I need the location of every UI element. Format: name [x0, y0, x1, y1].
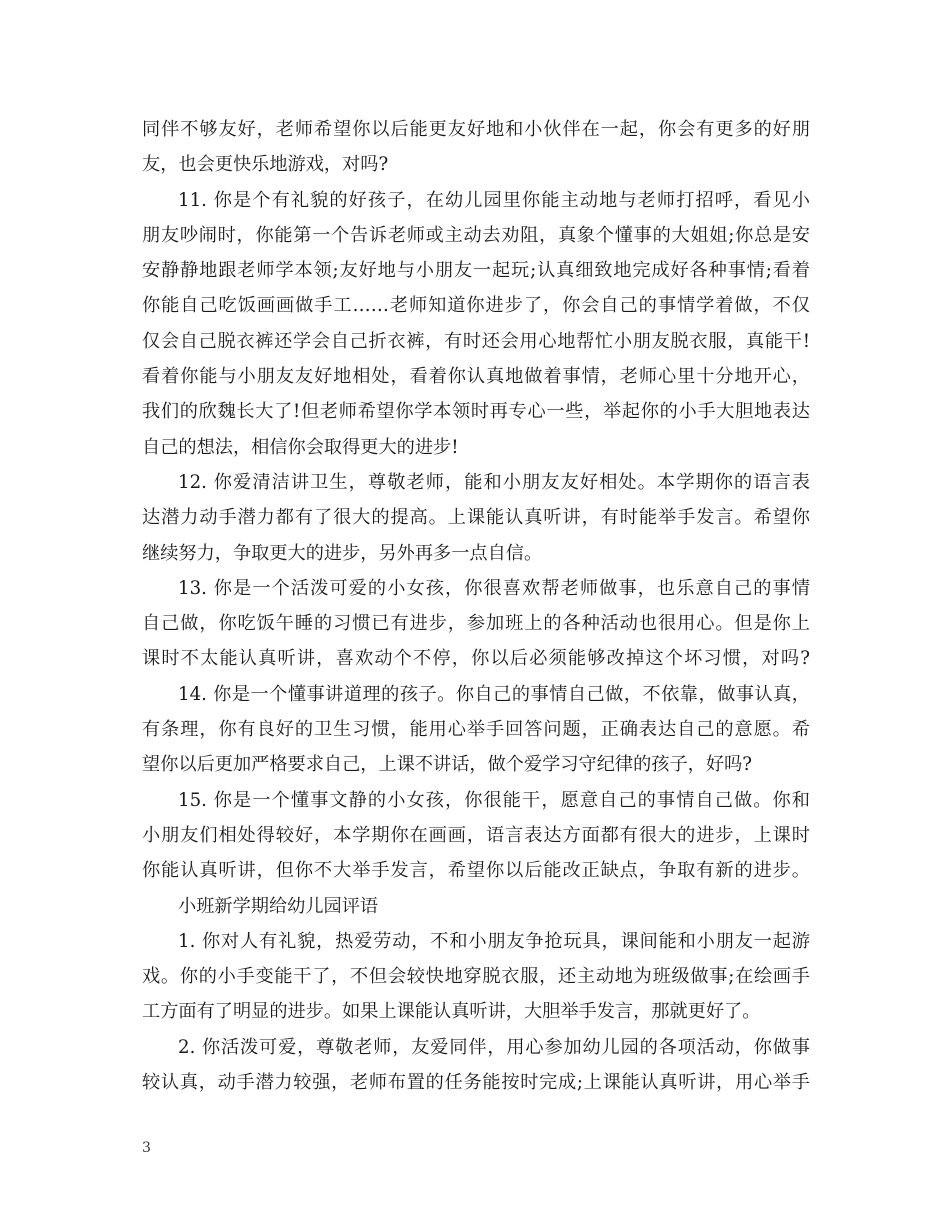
text-line: 12. 你爱清洁讲卫生，尊敬老师，能和小朋友友好相处。本学期你的语言表 [178, 471, 810, 493]
page-number: 3 [142, 1140, 151, 1156]
text-line: 2. 你活泼可爱，尊敬老师，友爱同伴，用心参加幼儿园的各项活动，你做事 [178, 1036, 810, 1058]
text-line: 你能认真听讲，但你不大举手发言，希望你以后能改正缺点，争取有新的进步。 [142, 860, 810, 882]
text-line: 13. 你是一个活泼可爱的小女孩，你很喜欢帮老师做事，也乐意自己的事情 [178, 577, 810, 599]
text-line: 仅会自己脱衣裤还学会自己折衣裤，有时还会用心地帮忙小朋友脱衣服，真能干! [142, 330, 810, 352]
text-line: 工方面有了明显的进步。如果上课能认真听讲，大胆举手发言，那就更好了。 [142, 1001, 761, 1023]
text-line: 小朋友们相处得较好，本学期你在画画，语言表达方面都有很大的进步，上课时 [142, 824, 810, 846]
text-line: 自己做，你吃饭午睡的习惯已有进步，参加班上的各种活动也很用心。但是你上 [142, 613, 810, 635]
text-line: 达潜力动手潜力都有了很大的提高。上课能认真听讲，有时能举手发言。希望你 [142, 507, 810, 529]
text-line: 课时不太能认真听讲，喜欢动个不停，你以后必须能够改掉这个坏习惯，对吗? [142, 648, 810, 670]
text-line: 看着你能与小朋友友好地相处，看着你认真地做着事情，老师心里十分地开心， [142, 366, 810, 388]
section-heading: 小班新学期给幼儿园评语 [178, 895, 379, 917]
text-line: 我们的欣魏长大了!但老师希望你学本领时再专心一些，举起你的小手大胆地表达 [142, 401, 810, 423]
text-line: 较认真，动手潜力较强，老师布置的任务能按时完成;上课能认真听讲，用心举手 [142, 1072, 810, 1094]
text-line: 同伴不够友好，老师希望你以后能更友好地和小伙伴在一起，你会有更多的好朋 [142, 119, 810, 140]
text-line: 安静静地跟老师学本领;友好地与小朋友一起玩;认真细致地完成好各种事情;看着 [142, 260, 810, 282]
text-line: 15. 你是一个懂事文静的小女孩，你很能干，愿意自己的事情自己做。你和 [178, 789, 810, 811]
text-line: 继续努力，争取更大的进步，另外再多一点自信。 [142, 542, 543, 564]
body-text [142, 112, 810, 1100]
text-line: 戏。你的小手变能干了，不但会较快地穿脱衣服，还主动地为班级做事;在绘画手 [142, 966, 810, 988]
text-line: 朋友吵闹时，你能第一个告诉老师或主动去劝阻，真象个懂事的大姐姐;你总是安 [142, 224, 810, 246]
text-line: 11. 你是个有礼貌的好孩子，在幼儿园里你能主动地与老师打招呼，看见小 [178, 189, 810, 211]
text-line: 你能自己吃饭画画做手工……老师知道你进步了，你会自己的事情学着做，不仅 [142, 295, 810, 317]
text-line: 望你以后更加严格要求自己，上课不讲话，做个爱学习守纪律的孩子，好吗? [142, 754, 752, 776]
text-line: 友，也会更快乐地游戏，对吗? [142, 154, 389, 176]
text-line: 有条理，你有良好的卫生习惯，能用心举手回答问题，正确表达自己的意愿。希 [142, 719, 810, 741]
text-line: 自己的想法，相信你会取得更大的进步! [142, 436, 459, 458]
text-line: 1. 你对人有礼貌，热爱劳动，不和小朋友争抢玩具，课间能和小朋友一起游 [178, 930, 810, 952]
text-line: 14. 你是一个懂事讲道理的孩子。你自己的事情自己做，不依靠，做事认真， [178, 683, 810, 705]
